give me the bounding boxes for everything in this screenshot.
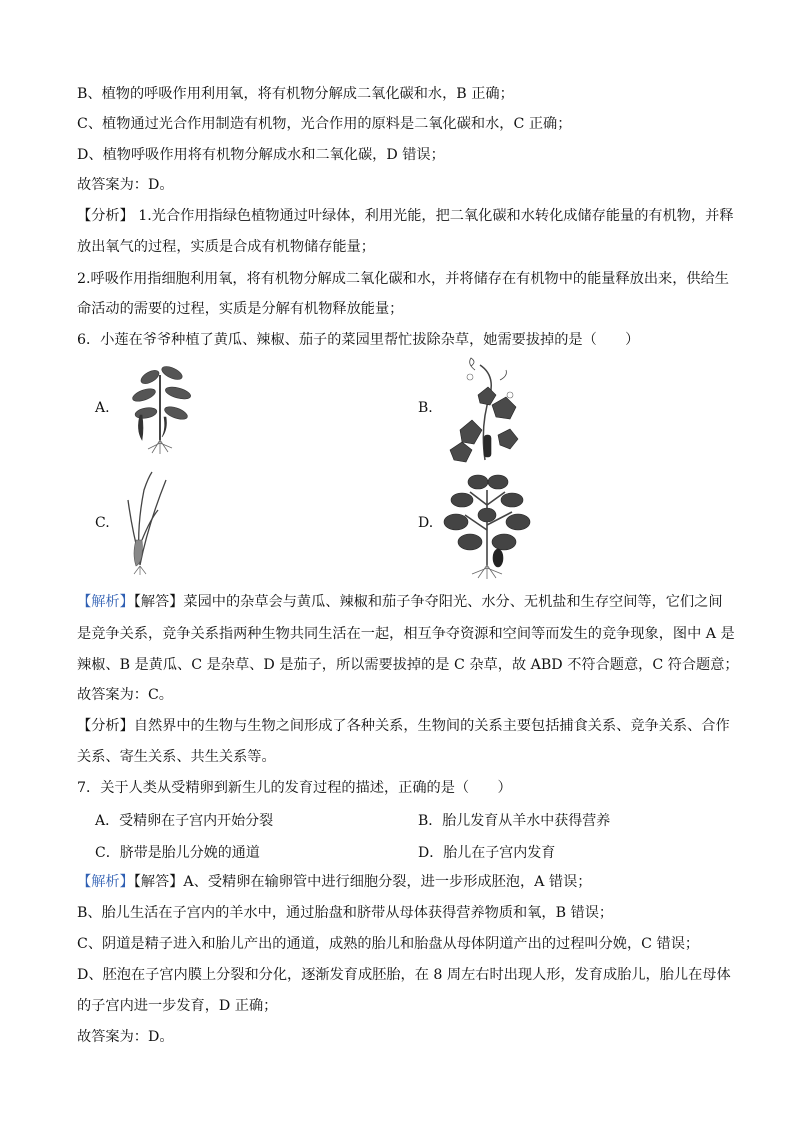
answer-tag: 【解答】 (133, 594, 184, 610)
answer-tag: 【解答】 (133, 874, 184, 890)
q7-solution-line-2: B、胎儿生活在子宫内的羊水中，通过胎盘和脐带从母体获得营养物质和氧，B 错误； (77, 905, 614, 921)
solution-text: A、受精卵在输卵管中进行细胞分裂，进一步形成胚泡，A 错误； (183, 874, 592, 890)
q7-option-c: C．脐带是胎儿分娩的通道 (95, 845, 260, 861)
q6-option-d-label: D. (418, 515, 434, 531)
q7-solution-line-1 (77, 873, 592, 891)
q6-option-b-label: B. (418, 400, 433, 416)
q7-option-a: A．受精卵在子宫内开始分裂 (95, 813, 274, 829)
q7-solution-line-4: D、胚泡在子宫内膜上分裂和分化，逐渐发育成胚胎，在 8 周左右时出现人形，发育成胎儿，胎儿在母体 (77, 967, 731, 983)
jiexi-tag: 【解析】 (77, 594, 134, 610)
analysis-text: 1.光合作用指绿色植物通过叶绿体，利用光能，把二氧化碳和水转化成储存能量的有机物，并释 (133, 208, 734, 224)
weed-plant-image (118, 470, 178, 575)
q7-answer: 故答案为：D。 (77, 1029, 174, 1045)
analysis-tag: 【分析】 (77, 208, 134, 224)
q5-analysis-line-2: 放出氧气的过程，实质是合成有机物储存能量； (77, 239, 375, 255)
q7-option-d: D．胎儿在子宫内发育 (418, 845, 556, 861)
q7-solution-line-5: 的子宫内进一步发育，D 正确； (77, 998, 278, 1014)
eggplant-plant-image (440, 470, 535, 580)
q5-analysis-line-3: 2.呼吸作用指细胞利用氧，将有机物分解成二氧化碳和水，并将储存在有机物中的能量释放出来，供给生 (77, 271, 729, 287)
cucumber-plant-image (440, 355, 530, 465)
q6-solution-line-1 (77, 593, 723, 611)
q5-option-c-explanation: C、植物通过光合作用制造有机物，光合作用的原料是二氧化碳和水，C 正确； (77, 116, 572, 132)
q6-question: 6．小莲在爷爷种植了黄瓜、辣椒、茄子的菜园里帮忙拔除杂草，她需要拔掉的是（ ） (77, 332, 640, 348)
q6-analysis-line-1 (77, 717, 730, 735)
q6-answer: 故答案为：C。 (77, 687, 173, 703)
q7-question: 7．关于人类从受精卵到新生儿的发育过程的描述，正确的是（ ） (77, 780, 512, 796)
q5-answer: 故答案为：D。 (77, 177, 174, 193)
q6-analysis-line-2: 关系、寄生关系、共生关系等。 (77, 749, 276, 765)
q6-solution-line-2: 是竞争关系，竞争关系指两种生物共同生活在一起，相互争夺资源和空间等而发生的竞争现象，图中 A 是 (77, 626, 735, 642)
analysis-tag: 【分析】 (77, 718, 134, 734)
q6-option-a-label: A. (95, 400, 110, 416)
analysis-text: 自然界中的生物与生物之间形成了各种关系，生物间的关系主要包括捕食关系、竞争关系、合作 (133, 718, 730, 734)
q6-solution-line-3: 辣椒、B 是黄瓜、C 是杂草、D 是茄子，所以需要拔掉的是 C 杂草，故 ABD 不符合题意，C 符合题意； (77, 657, 739, 673)
q5-option-d-explanation: D、植物呼吸作用将有机物分解成水和二氧化碳，D 错误； (77, 147, 445, 163)
q6-option-c-label: C. (95, 515, 110, 531)
q5-option-b-explanation: B、植物的呼吸作用利用氧，将有机物分解成二氧化碳和水，B 正确； (77, 86, 514, 102)
q7-option-b: B．胎儿发育从羊水中获得营养 (418, 813, 611, 829)
q7-solution-line-3: C、阴道是精子进入和胎儿产出的通道，成熟的胎儿和胎盘从母体阴道产出的过程叫分娩，C 错误； (77, 936, 700, 952)
q5-analysis-line-4: 命活动的需要的过程，实质是分解有机物释放能量； (77, 301, 404, 317)
jiexi-tag: 【解析】 (77, 874, 134, 890)
q5-analysis-line-1 (77, 207, 734, 225)
pepper-plant-image (120, 355, 200, 455)
solution-text: 菜园中的杂草会与黄瓜、辣椒和茄子争夺阳光、水分、无机盐和生存空间等，它们之间 (183, 594, 723, 610)
